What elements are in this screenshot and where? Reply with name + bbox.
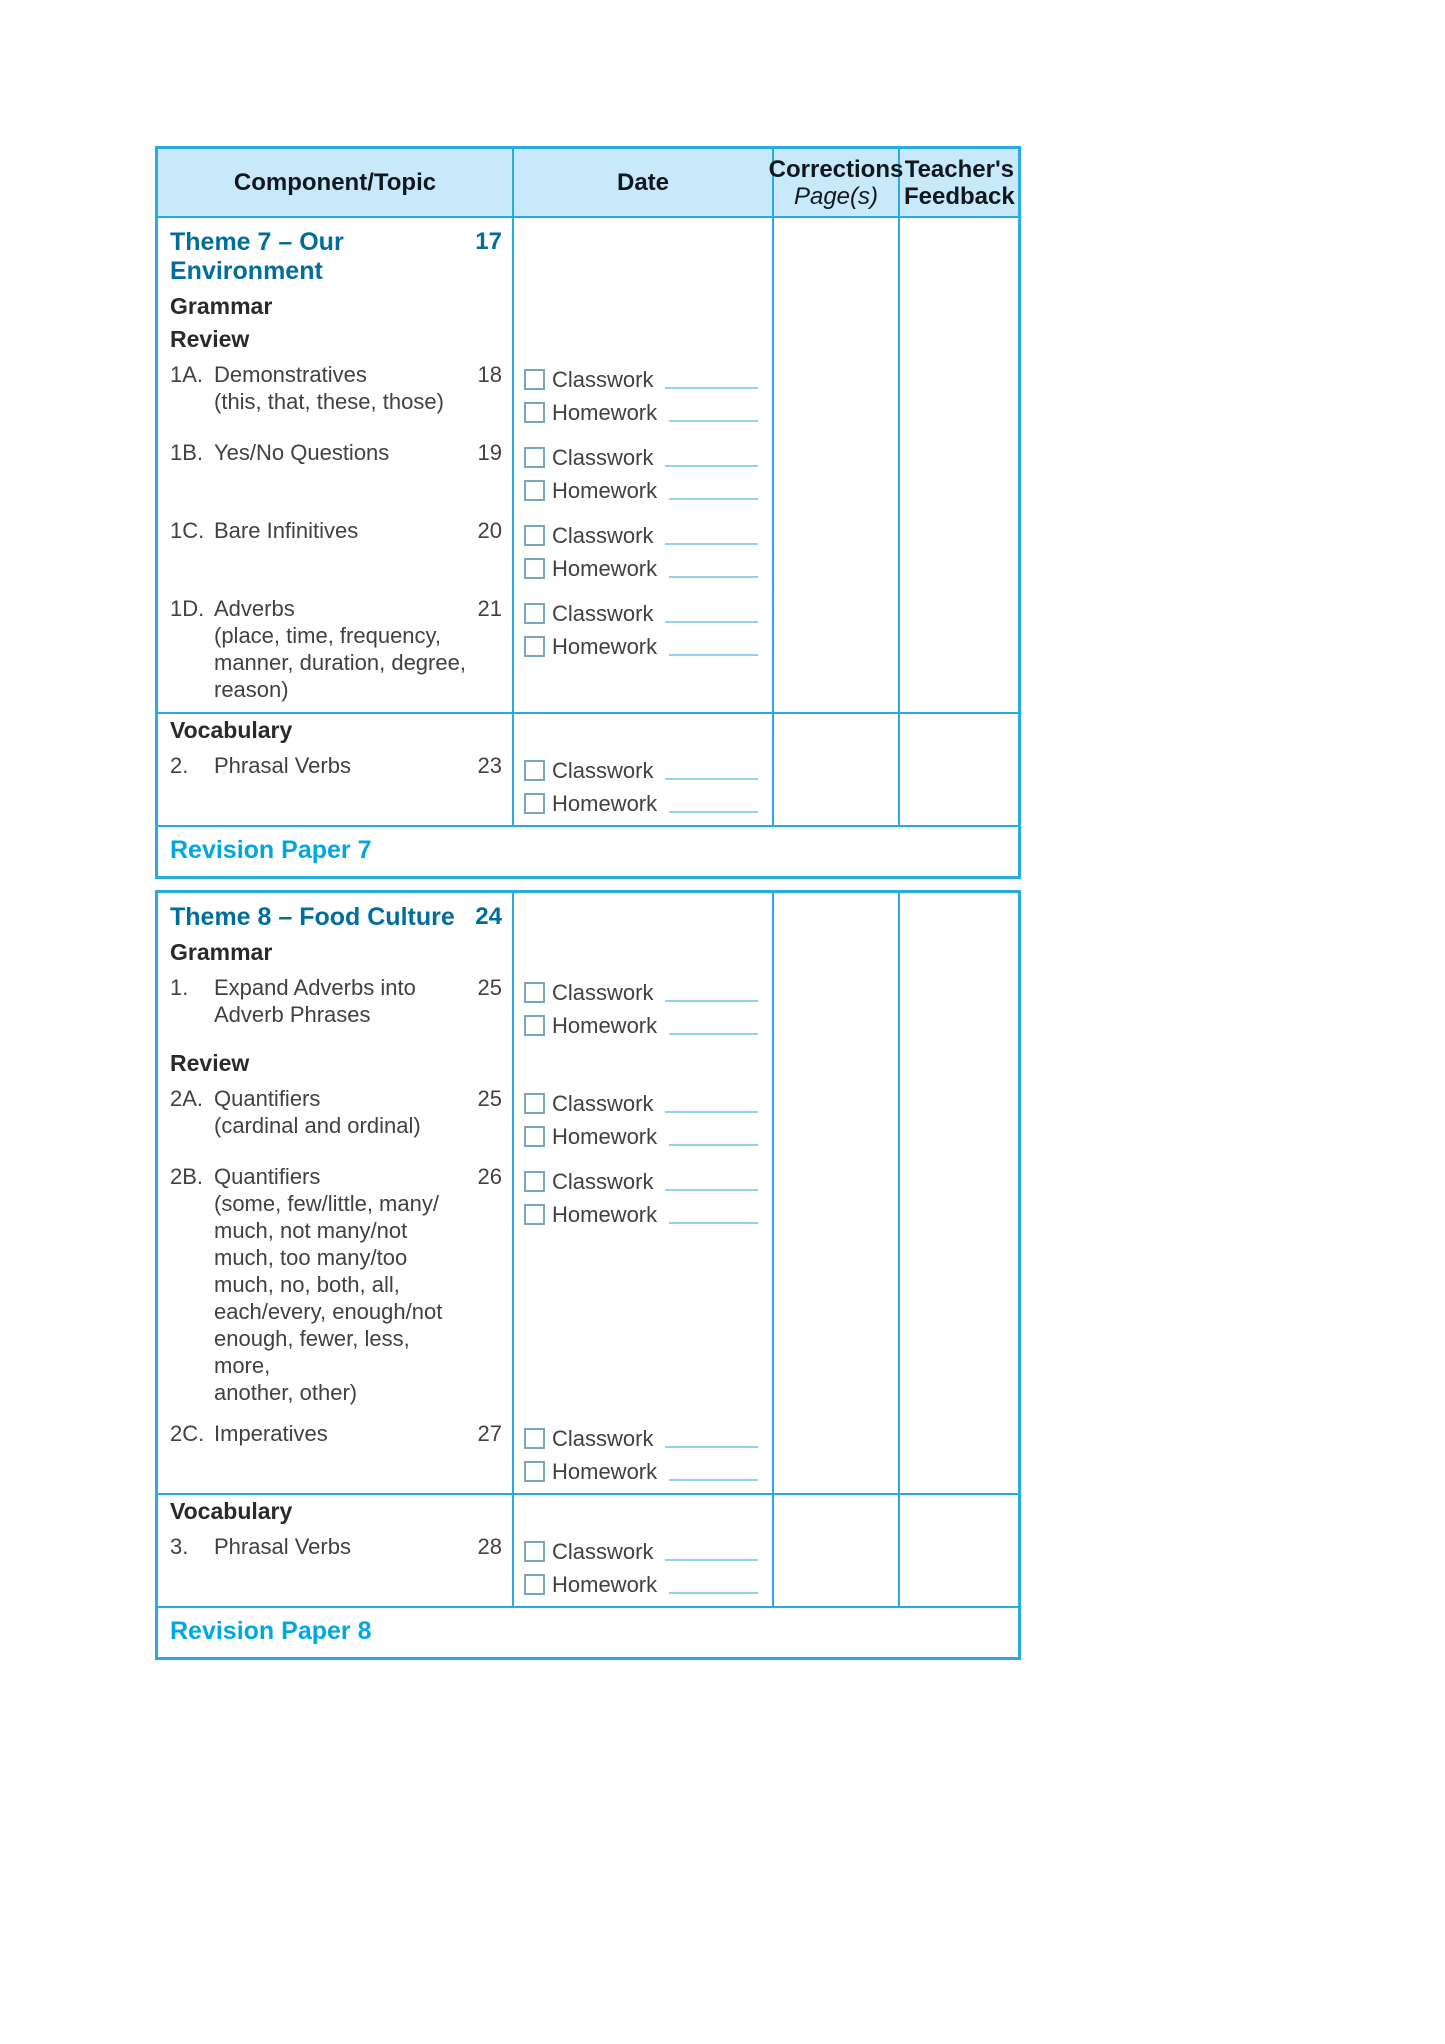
homework-checkbox[interactable] (524, 1015, 545, 1036)
homework-line (524, 1567, 764, 1600)
topic-label: 1C. (170, 518, 205, 543)
classwork-line (524, 753, 764, 786)
component-cell (158, 218, 514, 290)
feedback-cell (900, 356, 1018, 434)
heading-row (158, 936, 1018, 969)
topic-page-number: 23 (477, 753, 502, 778)
corrections-cell (774, 1158, 900, 1415)
corrections-cell (774, 1528, 900, 1606)
section-heading (170, 1047, 504, 1080)
heading-row (158, 712, 1018, 747)
topic-title: Phrasal Verbs (214, 753, 351, 778)
heading-text: Vocabulary (170, 717, 293, 743)
homework-label: Homework (552, 1459, 658, 1484)
corrections-cell (774, 1047, 900, 1080)
classwork-line (524, 1534, 764, 1567)
classwork-date-write-line[interactable] (665, 465, 758, 467)
classwork-checkbox[interactable] (524, 603, 545, 624)
date-cell (514, 893, 774, 936)
component-cell (158, 512, 514, 590)
feedback-cell (900, 1495, 1018, 1528)
topic-subtext: reason) (214, 677, 289, 702)
heading-row (158, 893, 1018, 936)
section-heading (170, 714, 504, 747)
corrections-cell (774, 893, 900, 936)
component-cell (158, 1415, 514, 1493)
classwork-date-write-line[interactable] (665, 1111, 758, 1113)
component-cell (158, 1528, 514, 1606)
homework-checkbox[interactable] (524, 1126, 545, 1147)
corrections-cell (774, 1415, 900, 1493)
homework-date-write-line[interactable] (669, 498, 758, 500)
component-cell (158, 323, 514, 356)
date-cell (514, 434, 774, 512)
heading-text: Review (170, 326, 250, 352)
classwork-date-write-line[interactable] (665, 1189, 758, 1191)
feedback-cell (900, 1528, 1018, 1606)
corrections-cell (774, 936, 900, 969)
corrections-cell (774, 590, 900, 712)
classwork-checkbox[interactable] (524, 447, 545, 468)
topic-page-number: 20 (477, 518, 502, 543)
corrections-cell (774, 714, 900, 747)
corrections-cell (774, 512, 900, 590)
feedback-cell (900, 1080, 1018, 1158)
section-heading (170, 323, 504, 356)
topic-subtext: (this, that, these, those) (214, 389, 444, 414)
topic-row (158, 1415, 1018, 1493)
topic-subtext: much, not many/not (214, 1218, 408, 1243)
homework-checkbox[interactable] (524, 402, 545, 423)
homework-date-write-line[interactable] (669, 1592, 758, 1594)
date-cell (514, 1495, 774, 1528)
homework-checkbox[interactable] (524, 558, 545, 579)
feedback-cell (900, 434, 1018, 512)
topic-label: 1. (170, 975, 189, 1000)
component-cell (158, 1080, 514, 1158)
feedback-cell (900, 893, 1018, 936)
classwork-checkbox[interactable] (524, 760, 545, 781)
date-cell (514, 290, 774, 323)
classwork-label: Classwork (552, 445, 654, 470)
topic-item (170, 747, 504, 788)
date-cell (514, 1080, 774, 1158)
homework-checkbox[interactable] (524, 1204, 545, 1225)
date-cell (514, 1528, 774, 1606)
feedback-cell (900, 1047, 1018, 1080)
component-cell (158, 356, 514, 434)
homework-date-write-line[interactable] (669, 654, 758, 656)
feedback-cell (900, 969, 1018, 1047)
topic-text (214, 974, 466, 1028)
topic-text (214, 439, 466, 466)
feedback-cell (900, 590, 1018, 712)
classwork-checkbox[interactable] (524, 1428, 545, 1449)
topic-item (170, 1528, 504, 1569)
theme-7-rows (158, 218, 1018, 876)
classwork-label: Classwork (552, 980, 654, 1005)
topic-row (158, 969, 1018, 1047)
corrections-cell (774, 969, 900, 1047)
topic-page-number: 26 (477, 1164, 502, 1189)
header-corrections-sublabel: Page(s) (793, 182, 879, 210)
date-cell (514, 590, 774, 712)
classwork-line (524, 1164, 764, 1197)
header-date-label: Date (616, 169, 670, 196)
topic-subtext: much, no, both, all, (214, 1272, 400, 1297)
component-cell (158, 714, 514, 747)
classwork-checkbox[interactable] (524, 982, 545, 1003)
classwork-date-write-line[interactable] (665, 1000, 758, 1002)
heading-row (158, 1493, 1018, 1528)
header-feedback-label-line2: Feedback (904, 182, 1015, 210)
date-cell (514, 1158, 774, 1415)
header-corrections (768, 149, 904, 216)
corrections-cell (774, 747, 900, 825)
topic-text (214, 1533, 466, 1560)
topic-label: 2A. (170, 1086, 204, 1111)
corrections-cell (774, 356, 900, 434)
topic-label: 1B. (170, 440, 204, 465)
classwork-checkbox[interactable] (524, 1171, 545, 1192)
date-cell (514, 936, 774, 969)
homework-line (524, 1008, 764, 1041)
homework-line (524, 473, 764, 506)
section-heading (170, 936, 504, 969)
classwork-checkbox[interactable] (524, 369, 545, 390)
date-cell (514, 356, 774, 434)
theme-title (170, 218, 504, 290)
homework-label: Homework (552, 634, 658, 659)
topic-subtext: Adverb Phrases (214, 1002, 371, 1027)
date-cell (514, 218, 774, 290)
topic-row (158, 1080, 1018, 1158)
topic-page-number: 27 (477, 1421, 502, 1446)
topic-label: 1A. (170, 362, 204, 387)
feedback-cell (900, 714, 1018, 747)
homework-date-write-line[interactable] (669, 1479, 758, 1481)
topic-item (170, 590, 504, 712)
topic-label: 1D. (170, 596, 205, 621)
component-cell (158, 290, 514, 323)
table-header-row (158, 149, 1018, 218)
classwork-date-write-line[interactable] (665, 543, 758, 545)
topic-label: 2. (170, 753, 189, 778)
topic-label: 2C. (170, 1421, 205, 1446)
component-cell (158, 1495, 514, 1528)
topic-text (214, 752, 466, 779)
homework-label: Homework (552, 1202, 658, 1227)
corrections-cell (774, 323, 900, 356)
topic-subtext: (cardinal and ordinal) (214, 1113, 421, 1138)
header-date (514, 149, 774, 216)
corrections-cell (774, 1080, 900, 1158)
feedback-cell (900, 936, 1018, 969)
homework-checkbox[interactable] (524, 636, 545, 657)
revision-paper-title: Revision Paper 8 (170, 1617, 372, 1645)
theme-7-table (155, 146, 1021, 879)
homework-checkbox[interactable] (524, 1461, 545, 1482)
classwork-line (524, 1086, 764, 1119)
heading-row (158, 1047, 1018, 1080)
component-cell (158, 969, 514, 1047)
heading-text: Grammar (170, 939, 273, 965)
classwork-line (524, 975, 764, 1008)
theme-8-rows (158, 893, 1018, 1657)
homework-label: Homework (552, 556, 658, 581)
classwork-date-write-line[interactable] (665, 621, 758, 623)
topic-item (170, 434, 504, 475)
topic-subtext: (some, few/little, many/ (214, 1191, 439, 1216)
topic-subtext: enough, fewer, less, more, (214, 1326, 410, 1378)
homework-date-write-line[interactable] (669, 1033, 758, 1035)
component-cell (158, 1158, 514, 1415)
corrections-cell (774, 290, 900, 323)
component-cell (158, 936, 514, 969)
header-component-topic (158, 149, 514, 216)
topic-item (170, 1158, 504, 1415)
homework-label: Homework (552, 791, 658, 816)
topic-item (170, 969, 504, 1037)
classwork-date-write-line[interactable] (665, 387, 758, 389)
heading-text: Vocabulary (170, 1498, 293, 1524)
homework-date-write-line[interactable] (669, 576, 758, 578)
topic-subtext: manner, duration, degree, (214, 650, 466, 675)
topic-title: Adverbs (214, 596, 295, 621)
header-teachers-feedback (900, 149, 1019, 216)
classwork-line (524, 440, 764, 473)
theme-page-number: 24 (475, 903, 502, 930)
classwork-checkbox[interactable] (524, 525, 545, 546)
classwork-line (524, 1421, 764, 1454)
corrections-cell (774, 1495, 900, 1528)
date-cell (514, 512, 774, 590)
heading-text: Theme 8 – Food Culture (170, 903, 455, 931)
component-cell (158, 747, 514, 825)
topic-text (214, 517, 466, 544)
topic-title: Demonstratives (214, 362, 367, 387)
topic-subtext: much, too many/too (214, 1245, 408, 1270)
classwork-label: Classwork (552, 1091, 654, 1116)
component-cell (158, 893, 514, 936)
topic-row (158, 1158, 1018, 1415)
feedback-cell (900, 747, 1018, 825)
topic-title: Expand Adverbs into (214, 975, 416, 1000)
classwork-line (524, 518, 764, 551)
heading-text: Theme 7 – Our Environment (170, 228, 344, 285)
homework-label: Homework (552, 400, 658, 425)
feedback-cell (900, 323, 1018, 356)
topic-item (170, 512, 504, 553)
date-cell (514, 1415, 774, 1493)
topic-page-number: 28 (477, 1534, 502, 1559)
topic-page-number: 21 (477, 596, 502, 621)
classwork-label: Classwork (552, 601, 654, 626)
topic-text (214, 1420, 466, 1447)
corrections-cell (774, 218, 900, 290)
homework-label: Homework (552, 1124, 658, 1149)
topic-title: Bare Infinitives (214, 518, 359, 543)
revision-paper-row (158, 1606, 1018, 1657)
topic-text (214, 1163, 466, 1406)
classwork-date-write-line[interactable] (665, 778, 758, 780)
heading-text: Review (170, 1050, 250, 1076)
topic-row (158, 512, 1018, 590)
homework-line (524, 1119, 764, 1152)
topic-label: 3. (170, 1534, 189, 1559)
classwork-line (524, 362, 764, 395)
component-cell (158, 434, 514, 512)
component-cell (158, 590, 514, 712)
classwork-label: Classwork (552, 523, 654, 548)
homework-checkbox[interactable] (524, 793, 545, 814)
theme-8-table (155, 890, 1021, 1660)
header-component-topic-label: Component/Topic (233, 169, 437, 196)
date-cell (514, 323, 774, 356)
section-heading (170, 1495, 504, 1528)
corrections-cell (774, 434, 900, 512)
heading-row (158, 218, 1018, 290)
classwork-date-write-line[interactable] (665, 1559, 758, 1561)
homework-line (524, 786, 764, 819)
topic-label: 2B. (170, 1164, 204, 1189)
homework-line (524, 629, 764, 662)
date-cell (514, 714, 774, 747)
classwork-checkbox[interactable] (524, 1541, 545, 1562)
date-cell (514, 969, 774, 1047)
topic-text (214, 1085, 466, 1139)
classwork-date-write-line[interactable] (665, 1446, 758, 1448)
topic-subtext: (place, time, frequency, (214, 623, 442, 648)
homework-line (524, 551, 764, 584)
homework-checkbox[interactable] (524, 480, 545, 501)
date-cell (514, 1047, 774, 1080)
heading-row (158, 323, 1018, 356)
topic-item (170, 1415, 504, 1456)
homework-date-write-line[interactable] (669, 1144, 758, 1146)
worksheet (155, 146, 1021, 1660)
heading-row (158, 290, 1018, 323)
classwork-label: Classwork (552, 1169, 654, 1194)
homework-line (524, 1454, 764, 1487)
topic-title: Imperatives (214, 1421, 328, 1446)
feedback-cell (900, 1158, 1018, 1415)
classwork-line (524, 596, 764, 629)
feedback-cell (900, 218, 1018, 290)
feedback-cell (900, 1415, 1018, 1493)
topic-page-number: 18 (477, 362, 502, 387)
feedback-cell (900, 290, 1018, 323)
header-feedback-label-line1: Teacher's (904, 155, 1015, 183)
topic-item (170, 356, 504, 424)
topic-title: Phrasal Verbs (214, 1534, 351, 1559)
homework-label: Homework (552, 1572, 658, 1597)
topic-text (214, 361, 466, 415)
homework-date-write-line[interactable] (669, 1222, 758, 1224)
topic-title: Yes/No Questions (214, 440, 390, 465)
section-heading (170, 290, 504, 323)
feedback-cell (900, 512, 1018, 590)
topic-item (170, 1080, 504, 1148)
topic-row (158, 434, 1018, 512)
topic-row (158, 1528, 1018, 1606)
classwork-label: Classwork (552, 367, 654, 392)
homework-checkbox[interactable] (524, 1574, 545, 1595)
date-cell (514, 747, 774, 825)
homework-line (524, 1197, 764, 1230)
topic-row (158, 590, 1018, 712)
classwork-label: Classwork (552, 1539, 654, 1564)
revision-paper-title: Revision Paper 7 (170, 836, 372, 864)
homework-label: Homework (552, 1013, 658, 1038)
topic-title: Quantifiers (214, 1164, 321, 1189)
homework-date-write-line[interactable] (669, 420, 758, 422)
header-corrections-label: Corrections (768, 155, 904, 183)
topic-text (214, 595, 466, 703)
topic-page-number: 19 (477, 440, 502, 465)
homework-label: Homework (552, 478, 658, 503)
topic-subtext: each/every, enough/not (214, 1299, 443, 1324)
theme-page-number: 17 (475, 228, 502, 255)
homework-line (524, 395, 764, 428)
theme-title (170, 893, 504, 936)
topic-title: Quantifiers (214, 1086, 321, 1111)
topic-page-number: 25 (477, 1086, 502, 1111)
topic-page-number: 25 (477, 975, 502, 1000)
topic-row (158, 356, 1018, 434)
topic-row (158, 747, 1018, 825)
topic-subtext: another, other) (214, 1380, 358, 1405)
classwork-checkbox[interactable] (524, 1093, 545, 1114)
heading-text: Grammar (170, 293, 273, 319)
homework-date-write-line[interactable] (669, 811, 758, 813)
classwork-label: Classwork (552, 758, 654, 783)
revision-paper-row (158, 825, 1018, 876)
component-cell (158, 1047, 514, 1080)
classwork-label: Classwork (552, 1426, 654, 1451)
